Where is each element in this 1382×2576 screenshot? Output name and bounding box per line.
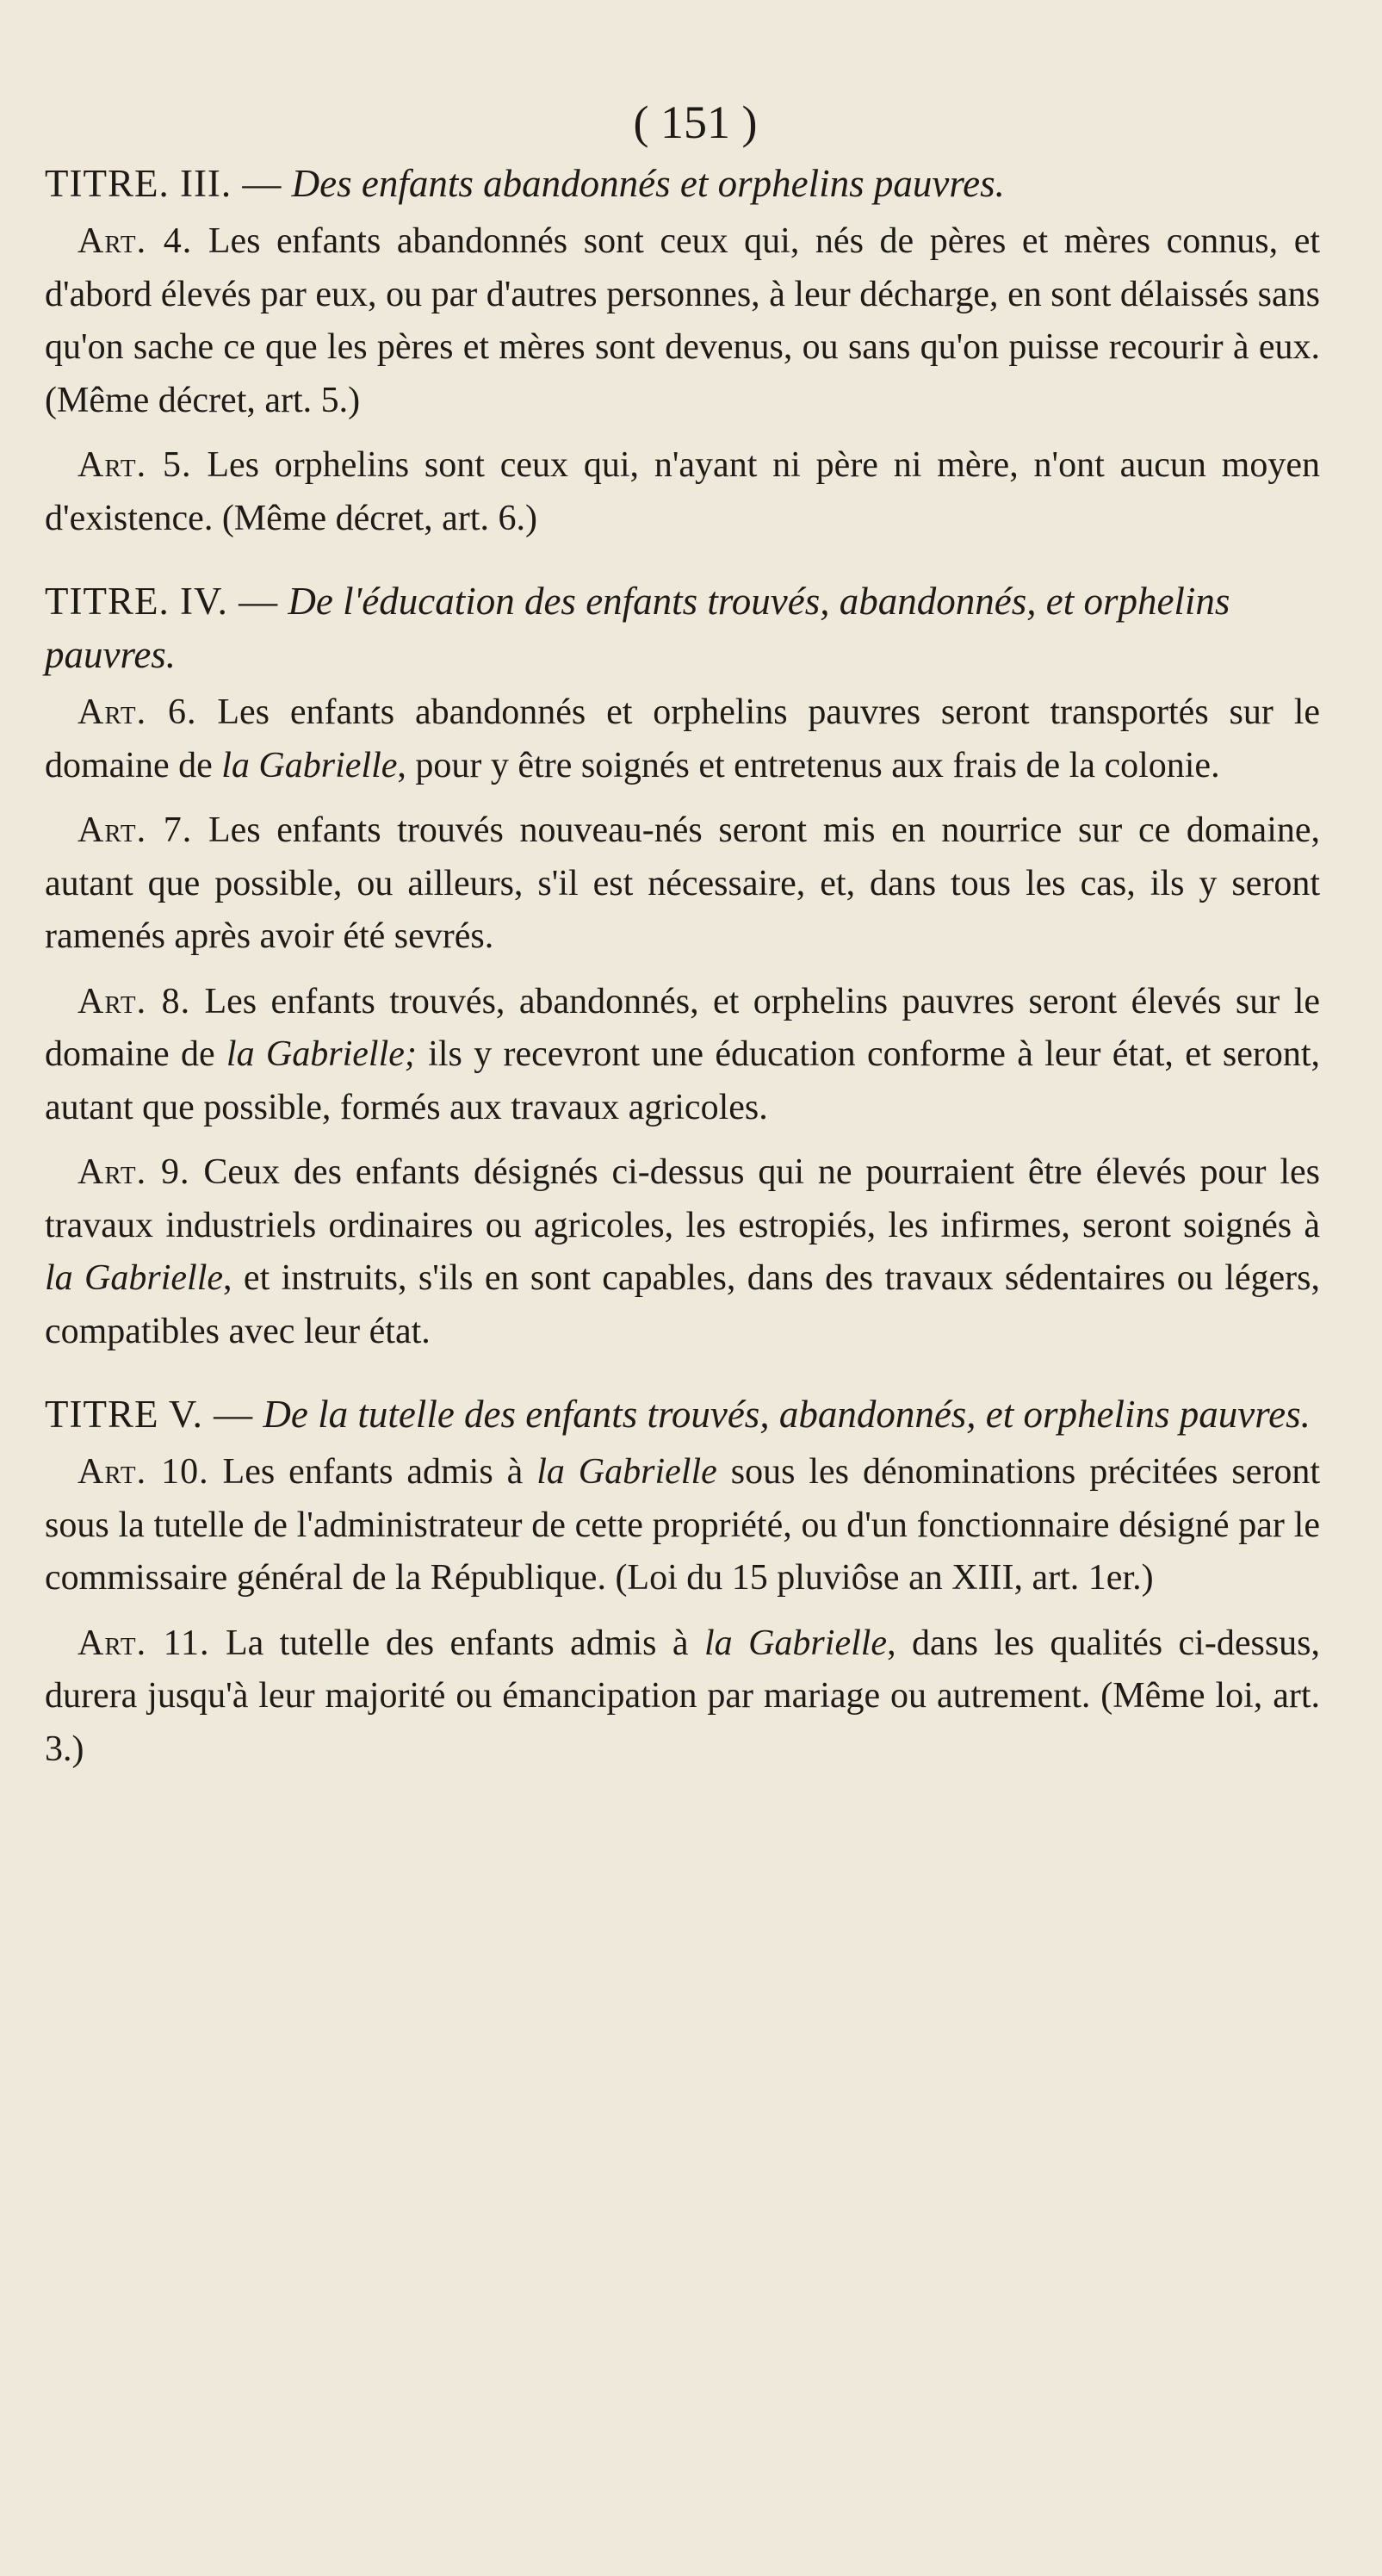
- article-text: Les enfants trouvés, abandonnés, et orphelins pauvres seront élevés sur le domaine de: [45, 981, 1320, 1074]
- article-text: Ceux des enfants désignés ci-dessus qui ne pourraient être élevés pour les travaux industriels ordinaires ou agricoles, les estropiés, les infirmes, seront soignés à: [45, 1152, 1320, 1245]
- title-label: TITRE. IV. —: [45, 580, 279, 623]
- article-number: Art. 9.: [77, 1152, 190, 1192]
- title-subject: De l'éducation des enfants trouvés, abandonnés, et orphelins pauvres.: [45, 580, 1230, 676]
- article-6: [45, 686, 1320, 792]
- article-8: [45, 976, 1320, 1135]
- article-number: Art. 11.: [77, 1623, 210, 1663]
- article-text: Les enfants trouvés nouveau-nés seront mis en nourrice sur ce domaine, autant que possible, ou ailleurs, s'il est nécessaire, et, dans tous les cas, ils y seront ramenés après avoir été sevrés.: [45, 810, 1321, 956]
- article-9: [45, 1146, 1320, 1358]
- page-number: ( 151 ): [633, 96, 758, 148]
- article-text: La tutelle des enfants admis à: [225, 1623, 704, 1663]
- article-number: Art. 5.: [77, 445, 192, 485]
- article-number: Art. 8.: [77, 981, 191, 1021]
- article-number: Art. 7.: [77, 810, 193, 850]
- article-emphasis: la Gabrielle: [536, 1452, 717, 1492]
- article-10: [45, 1446, 1320, 1605]
- article-text-tail: , pour y être soignés et entretenus aux frais de la colonie.: [397, 745, 1220, 785]
- article-text-tail: , dans les qualités ci-dessus, durera jusqu'à leur majorité ou émancipation par mariage ou autrement. (Même loi, art. 3.): [45, 1623, 1321, 1769]
- article-emphasis: la Gabrielle: [221, 745, 398, 785]
- title-label: TITRE V. —: [45, 1393, 254, 1436]
- article-number: Art. 10.: [77, 1452, 209, 1492]
- article-text-tail: sous les dénominations précitées seront sous la tutelle de l'administrateur de cette propriété, ou d'un fonctionnaire désigné par le commissaire général de la République. (Loi du 15 pluviôse an XIII, art. 1er.): [45, 1452, 1321, 1598]
- article-text: Les enfants abandonnés sont ceux qui, nés de pères et mères connus, et d'abord élevés par eux, ou par d'autres personnes, à leur décharge, en sont délaissés sans qu'on sache ce que les pères et mères sont devenus, ou sans qu'on puisse recourir à eux. (Même décret, art. 5.): [45, 221, 1321, 420]
- article-emphasis: la Gabrielle: [45, 1258, 224, 1298]
- article-emphasis: la Gabrielle;: [226, 1034, 417, 1074]
- title-v: [45, 1387, 1320, 1441]
- article-11: [45, 1617, 1320, 1777]
- article-7: [45, 804, 1320, 964]
- article-number: Art. 4.: [77, 221, 193, 261]
- title-subject: De la tutelle des enfants trouvés, abandonnés, et orphelins pauvres.: [263, 1393, 1311, 1436]
- article-text-tail: ils y recevront une éducation conforme à leur état, et seront, autant que possible, formés aux travaux agricoles.: [45, 1034, 1321, 1127]
- article-text: Les enfants admis à: [222, 1452, 537, 1492]
- article-text: Les enfants abandonnés et orphelins pauvres seront transportés sur le domaine de: [45, 692, 1321, 785]
- article-4: [45, 215, 1320, 427]
- article-emphasis: la Gabrielle: [704, 1623, 888, 1663]
- title-iv: [45, 574, 1320, 681]
- article-text-tail: , et instruits, s'ils en sont capables, dans des travaux sédentaires ou légers, compatibles avec leur état.: [45, 1258, 1320, 1351]
- article-5: [45, 439, 1320, 545]
- article-text: Les orphelins sont ceux qui, n'ayant ni père ni mère, n'ont aucun moyen d'existence. (Même décret, art. 6.): [45, 445, 1320, 538]
- title-label: TITRE. III. —: [45, 162, 282, 205]
- article-number: Art. 6.: [77, 692, 197, 732]
- title-subject: Des enfants abandonnés et orphelins pauvres.: [291, 162, 1005, 205]
- title-iii: [45, 157, 1320, 210]
